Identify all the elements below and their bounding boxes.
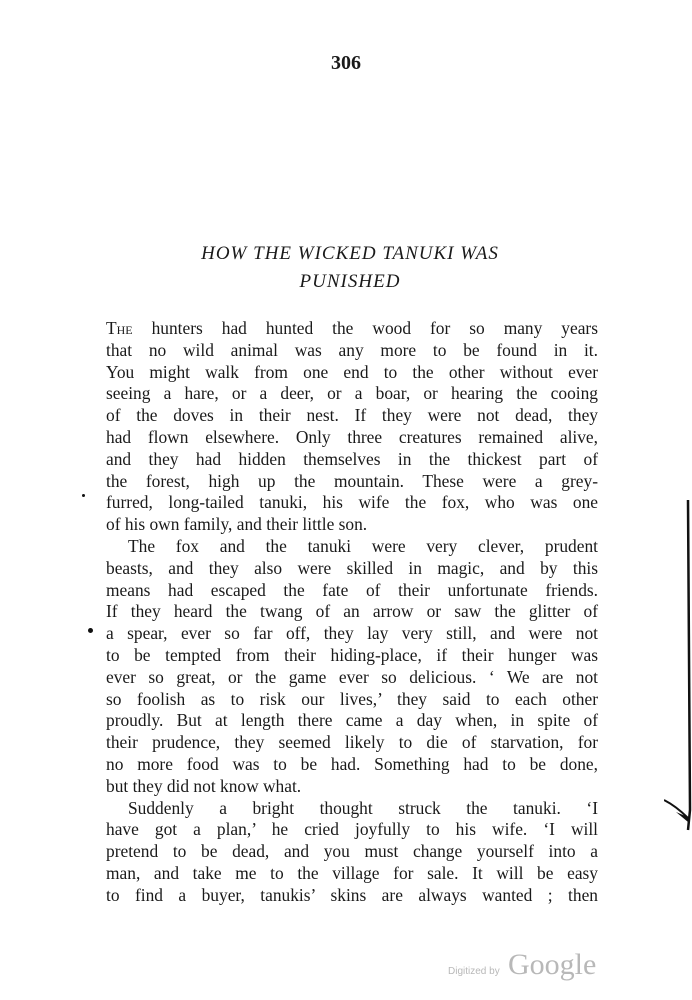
margin-speck (88, 628, 93, 633)
margin-speck (82, 494, 85, 497)
text-line: proudly. But at length there came a day when, in spite of (106, 710, 598, 731)
text-line: had flown elsewhere. Only three creatures remained alive, (106, 426, 598, 447)
text-line: The fox and the tanuki were very clever, prudent (128, 535, 598, 556)
text-line: a spear, ever so far off, they lay very still, and were not (106, 623, 598, 644)
text-line: pretend to be dead, and you must change yourself into a (106, 841, 598, 862)
lead-small-caps: The (106, 318, 133, 338)
text-line: the forest, high up the mountain. These were a grey- (106, 470, 598, 491)
text-line-content: hunters had hunted the wood for so many years (132, 318, 598, 338)
chapter-title-line-1: HOW THE WICKED TANUKI WAS (201, 243, 499, 264)
text-line: to be tempted from their hiding-place, if their hunger was (106, 644, 598, 665)
page-edge-bracket (664, 500, 692, 840)
text-line: seeing a hare, or a deer, or a boar, or hearing the cooing (106, 383, 598, 404)
text-line: Suddenly a bright thought struck the tanuki. ‘I (128, 797, 598, 818)
chapter-title (100, 240, 600, 296)
text-line: and they had hidden themselves in the thickest part of (106, 448, 598, 469)
text-line: beasts, and they also were skilled in magic, and by this (106, 557, 598, 578)
paragraph-2 (106, 536, 598, 798)
text-line: means had escaped the fate of their unfortunate friends. (106, 579, 598, 600)
text-line: If they heard the twang of an arrow or saw the glitter of (106, 601, 598, 622)
text-line: man, and take me to the village for sale. It will be easy (106, 862, 598, 883)
text-line: their prudence, they seemed likely to die of starvation, for (106, 732, 598, 753)
page-number: 306 (331, 52, 361, 74)
text-line: no more food was to be had. Something had to be done, (106, 753, 598, 774)
text-line: ever so great, or the game ever so delicious. ‘ We are not (106, 666, 598, 687)
watermark-logo-text: Google (508, 948, 597, 981)
text-line: have got a plan,’ he cried joyfully to his wife. ‘I will (106, 819, 598, 840)
text-line: so foolish as to risk our lives,’ they said to each other (106, 688, 598, 709)
watermark-small-text: Digitized by (448, 966, 500, 977)
text-line (106, 318, 598, 340)
text-line: of his own family, and their little son. (106, 514, 368, 535)
body-text (106, 318, 598, 907)
text-line: to find a buyer, tanukis’ skins are always wanted ; then (106, 884, 598, 905)
chapter-title-line-2: PUNISHED (299, 271, 401, 292)
text-line: that no wild animal was any more to be found in it. (106, 339, 598, 360)
text-line: of the doves in their nest. If they were not dead, they (106, 405, 598, 426)
text-line: but they did not know what. (106, 775, 302, 796)
text-line: You might walk from one end to the other without ever (106, 361, 598, 382)
digitized-watermark (430, 948, 660, 988)
text-line: furred, long-tailed tanuki, his wife the fox, who was one (106, 492, 598, 513)
paragraph-1 (106, 318, 598, 536)
paragraph-3 (106, 798, 598, 907)
